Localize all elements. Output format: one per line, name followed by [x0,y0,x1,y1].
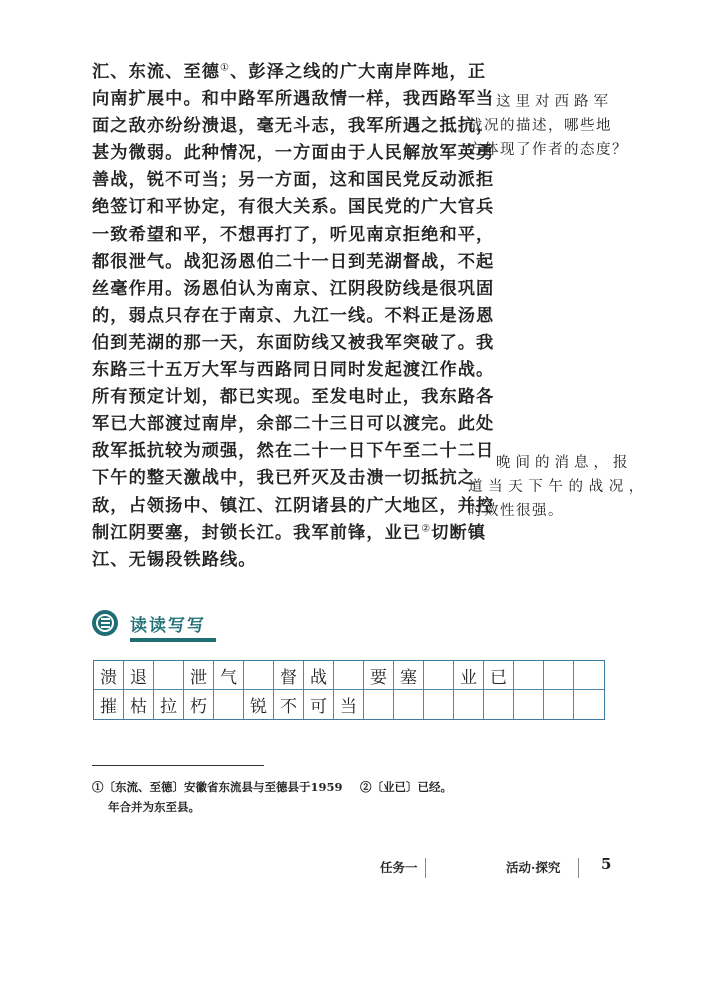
section-header-read-write [92,610,212,642]
side-note-west-route [468,90,638,162]
passage-line: 敌军抵抗较为顽强，然在二十一日下午至二十二日 [92,441,495,462]
grid-cell: 业 [454,661,484,690]
grid-cell: 塞 [394,661,424,690]
section-title: 读读写写 [130,616,206,636]
passage-line: 都很泄气。战犯汤恩伯二十一日到芜湖督战，不起 [92,251,495,272]
passage-line: 绝签订和平协定，有很大关系。国民党的广大官兵 [92,197,495,218]
main-passage [92,59,495,574]
passage-text: 制江阴要塞，封锁长江。我军前锋，业已 [92,522,422,543]
passage-line: 面之敌亦纷纷溃退，毫无斗志，我军所遇之抵抗， [92,116,495,137]
grid-cell [424,661,454,690]
grid-cell [334,661,364,690]
passage-line: 军已大部渡过南岸，余部二十三日可以渡完。此处 [92,414,495,435]
grid-cell [364,690,394,719]
footnote-2: ②〔业已〕已经。 [360,780,452,794]
grid-cell [574,690,604,719]
passage-line: 江、无锡段铁路线。 [92,549,257,570]
note-line: 晚间的消息，报 [496,455,633,471]
grid-cell: 气 [214,661,244,690]
grid-cell [544,690,574,719]
passage-line: 所有预定计划，都已实现。至发电时止，我东路各 [92,387,495,408]
grid-cell [514,690,544,719]
footer-unit: 任务一 [380,860,418,875]
footer-divider [578,858,579,878]
grid-cell [574,661,604,690]
note-line: 方体现了作者的态度？ [468,142,628,158]
footnote-1-continued: 年合并为东至县。 [108,800,200,814]
footer-section: 活动·探究 [506,860,561,875]
passage-line: 东路三十五万大军与西路同日同时发起渡江作战。 [92,360,495,381]
grid-cell [514,661,544,690]
section-three-icon [92,610,118,636]
passage-text: 切断镇 [431,522,487,543]
grid-cell [394,690,424,719]
grid-cell [544,661,574,690]
note-line: 道当天下午的战况， [468,479,649,495]
grid-cell: 不 [274,690,304,719]
passage-text: 、彭泽之线的广大南岸阵地，正 [230,62,487,82]
note-line: 战况的描述，哪些地 [468,118,612,134]
footnote-divider [92,765,264,766]
grid-cell: 锐 [244,690,274,719]
grid-cell: 拉 [154,690,184,719]
grid-cell: 朽 [184,690,214,719]
section-underline [130,638,216,642]
passage-line: 向南扩展中。和中路军所遇敌情一样，我西路军当 [92,89,495,110]
grid-cell: 泄 [184,661,214,690]
passage-line: 伯到芜湖的那一天，东面防线又被我军突破了。我 [92,332,495,353]
grid-cell [424,690,454,719]
page-number: 5 [601,855,612,873]
grid-cell [244,661,274,690]
grid-cell: 溃 [94,661,124,690]
passage-line: 一致希望和平，不想再打了，听见南京拒绝和平， [92,224,495,245]
grid-cell: 要 [364,661,394,690]
footnote-1: ①〔东流、至德〕安徽省东流县与至德县于1959 [92,780,343,794]
grid-cell [454,690,484,719]
grid-cell: 可 [304,690,334,719]
passage-line: 下午的整天激战中，我已歼灭及击溃一切抵抗之 [92,468,477,489]
passage-line-18 [92,520,487,547]
footer-divider [425,858,426,878]
note-line: 这里对西路军 [496,94,613,110]
passage-line: 甚为微弱。此种情况，一方面由于人民解放军英勇 [92,143,495,164]
grid-cell: 已 [484,661,514,690]
footnote-ref-2[interactable]: ② [421,522,432,534]
footnote-ref-1[interactable]: ① [220,62,231,74]
passage-line: 的，弱点只存在于南京、九江一线。不料正是汤恩 [92,305,495,326]
side-note-evening-news [468,451,649,523]
passage-line: 丝毫作用。汤恩伯认为南京、江阴段防线是很巩固 [92,278,495,299]
note-line: 时效性很强。 [468,503,564,519]
grid-cell [214,690,244,719]
grid-cell: 督 [274,661,304,690]
passage-text: 汇、东流、至德 [92,62,221,82]
grid-cell [484,690,514,719]
grid-cell: 枯 [124,690,154,719]
grid-cell: 战 [304,661,334,690]
grid-cell [154,661,184,690]
grid-cell: 当 [334,690,364,719]
passage-line-1 [92,59,487,86]
grid-cell: 退 [124,661,154,690]
passage-line: 善战，锐不可当；另一方面，这和国民党反动派拒 [92,170,495,191]
grid-cell: 摧 [94,690,124,719]
passage-line: 敌，占领扬中、镇江、江阴诸县的广大地区，并控 [92,495,495,516]
writing-grid [93,660,605,720]
